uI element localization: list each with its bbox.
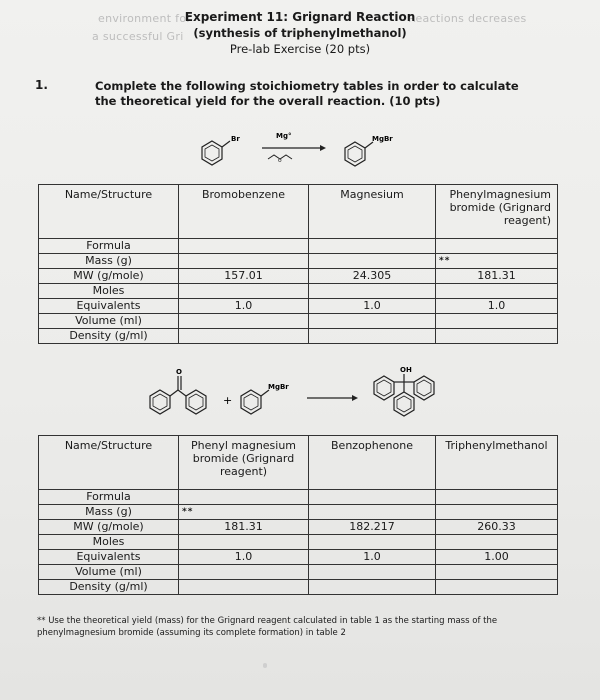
cell[interactable] xyxy=(309,490,436,505)
cell[interactable] xyxy=(179,314,309,329)
table2-header-grignard: Phenyl magnesium bromide (Grignard reagent) xyxy=(179,436,309,490)
cell[interactable] xyxy=(179,565,309,580)
table-row xyxy=(39,254,558,269)
cell[interactable] xyxy=(436,565,558,580)
cell: 181.31 xyxy=(436,269,558,284)
row-label: Volume (ml) xyxy=(39,314,179,329)
table2-header-triphenylmethanol: Triphenylmethanol xyxy=(436,436,558,490)
bromine-label: Br xyxy=(231,135,240,143)
row-label: Mass (g) xyxy=(39,254,179,269)
cell[interactable] xyxy=(436,314,558,329)
grignard-reagent-structure xyxy=(241,390,269,414)
cell[interactable] xyxy=(436,239,558,254)
mgbr-label: MgBr xyxy=(268,383,289,391)
cell: 1.0 xyxy=(309,299,436,314)
cell[interactable] xyxy=(179,254,309,269)
row-label: Density (g/ml) xyxy=(39,580,179,595)
table-row xyxy=(39,505,558,520)
table1-header-name: Name/Structure xyxy=(39,185,179,239)
footnote: ** Use the theoretical yield (mass) for the Grignard reagent calculated in table 1 as the starting mass of the phenylmagnesium bromide (assuming its complete formation) in table 2 xyxy=(37,616,498,638)
cell[interactable] xyxy=(179,284,309,299)
cell: 24.305 xyxy=(309,269,436,284)
row-label: Equivalents xyxy=(39,299,179,314)
cell[interactable] xyxy=(436,505,558,520)
table-row xyxy=(39,565,558,580)
bleed-through-text: Reactions decreases xyxy=(408,12,527,25)
table-row xyxy=(39,580,558,595)
table-row xyxy=(39,550,558,565)
cell[interactable] xyxy=(309,505,436,520)
experiment-title: Experiment 11: Grignard Reaction xyxy=(184,10,416,24)
table1-header-bromobenzene: Bromobenzene xyxy=(179,185,309,239)
experiment-subtitle: (synthesis of triphenylmethanol) xyxy=(193,26,407,40)
cell[interactable] xyxy=(436,580,558,595)
triphenylmethanol-structure xyxy=(374,374,434,416)
question-number: 1. xyxy=(35,78,48,92)
cell: 181.31 xyxy=(179,520,309,535)
cell[interactable] xyxy=(179,239,309,254)
cell: 260.33 xyxy=(436,520,558,535)
row-label: Moles xyxy=(39,284,179,299)
double-asterisk-mark: ** xyxy=(436,254,558,269)
cell[interactable] xyxy=(179,580,309,595)
row-label: Formula xyxy=(39,239,179,254)
table-row xyxy=(39,284,558,299)
arrow-head-icon xyxy=(352,395,358,401)
table-row xyxy=(39,520,558,535)
row-label: MW (g/mole) xyxy=(39,269,179,284)
table1-header-magnesium: Magnesium xyxy=(309,185,436,239)
row-label: Mass (g) xyxy=(39,505,179,520)
table-row xyxy=(39,329,558,344)
reaction-scheme-2 xyxy=(0,362,600,424)
phenylmagnesium-bromide-structure xyxy=(345,142,373,166)
cell: 1.0 xyxy=(179,299,309,314)
bleed-through-text: environment for xyxy=(98,12,192,25)
row-label: MW (g/mole) xyxy=(39,520,179,535)
prelab-heading: Pre-lab Exercise (20 pts) xyxy=(229,42,371,56)
table-row xyxy=(39,490,558,505)
row-label: Density (g/ml) xyxy=(39,329,179,344)
reaction-scheme-1 xyxy=(0,125,600,175)
cell[interactable] xyxy=(309,580,436,595)
question-text: Complete the following stoichiometry tables in order to calculate the theoretical yield for the overall reaction. (10 pts) xyxy=(95,79,519,108)
stoichiometry-table-2 xyxy=(38,435,558,595)
cell[interactable] xyxy=(309,239,436,254)
bromobenzene-structure xyxy=(202,141,230,165)
row-label: Equivalents xyxy=(39,550,179,565)
cell[interactable] xyxy=(309,284,436,299)
cell: 182.217 xyxy=(309,520,436,535)
cell[interactable] xyxy=(309,535,436,550)
cell: 1.0 xyxy=(309,550,436,565)
table-row xyxy=(39,535,558,550)
cell[interactable] xyxy=(179,329,309,344)
double-asterisk-mark: ** xyxy=(179,505,309,520)
cell[interactable] xyxy=(436,490,558,505)
cell[interactable] xyxy=(309,254,436,269)
row-label: Formula xyxy=(39,490,179,505)
cell: 1.0 xyxy=(436,299,558,314)
cell: 157.01 xyxy=(179,269,309,284)
mgbr-label: MgBr xyxy=(372,135,393,143)
cell[interactable] xyxy=(436,284,558,299)
stoichiometry-table-1 xyxy=(38,184,558,344)
cell[interactable] xyxy=(179,490,309,505)
paper-speck xyxy=(263,663,267,668)
table2-header-name: Name/Structure xyxy=(39,436,179,490)
cell[interactable] xyxy=(436,535,558,550)
row-label: Volume (ml) xyxy=(39,565,179,580)
benzophenone-structure xyxy=(150,376,206,414)
table2-header-benzophenone: Benzophenone xyxy=(309,436,436,490)
cell: 1.00 xyxy=(436,550,558,565)
cell[interactable] xyxy=(309,314,436,329)
cell: 1.0 xyxy=(179,550,309,565)
table-row xyxy=(39,239,558,254)
cell[interactable] xyxy=(436,329,558,344)
table-row xyxy=(39,314,558,329)
plus-sign: + xyxy=(223,394,233,407)
hydroxyl-label: OH xyxy=(400,366,412,374)
table1-header-grignard: Phenylmagnesium bromide (Grignard reagent) xyxy=(436,185,558,239)
cell[interactable] xyxy=(309,565,436,580)
table-row xyxy=(39,299,558,314)
bleed-through-text: a successful Gri xyxy=(92,30,184,43)
magnesium-reagent-label: Mg° xyxy=(276,132,292,140)
cell[interactable] xyxy=(309,329,436,344)
svg-text:o: o xyxy=(278,157,282,164)
row-label: Moles xyxy=(39,535,179,550)
cell[interactable] xyxy=(179,535,309,550)
table-row xyxy=(39,269,558,284)
arrow-head-icon xyxy=(320,145,326,151)
carbonyl-oxygen-label: O xyxy=(176,368,182,376)
